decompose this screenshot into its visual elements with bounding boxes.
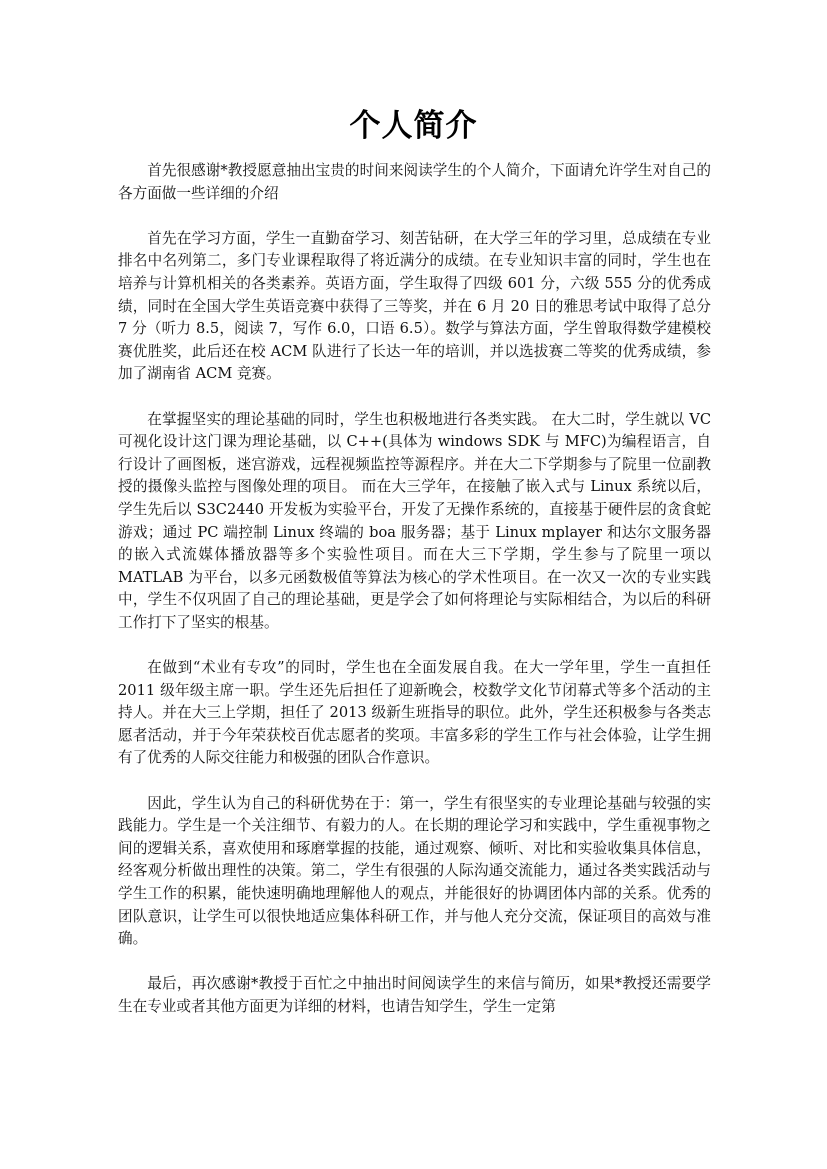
document-body	[118, 160, 711, 1041]
paragraph-practice: 在掌握坚实的理论基础的同时，学生也积极地进行各类实践。 在大二时，学生就以 VC 可视化设计这门课为理论基础，以 C++(具体为 windows SDK 与 MFC)为编程语言，自行设计了画图板，迷宫游戏，远程视频监控等源程序。并在大二下学期参与了院里一位副教授的摄像头监控与图像处理的项目。 而在大三学年，在接触了嵌入式与 Linux 系统以后，学生先后以 S3C2440 开发板为实验平台，开发了无操作系统的，直接基于硬件层的贪食蛇游戏；通过 PC 端控制 Linux 终端的 boa 服务器；基于 Linux mplayer 和达尔文服务器的嵌入式流媒体播放器等多个实验性项目。而在大三下学期，学生参与了院里一项以 MATLAB 为平台，以多元函数极值等算法为核心的学术性项目。在一次又一次的专业实践中，学生不仅巩固了自己的理论基础，更是学会了如何将理论与实际相结合，为以后的科研工作打下了坚实的根基。	[118, 410, 711, 631]
paragraph-academics: 首先在学习方面，学生一直勤奋学习、刻苦钻研，在大学三年的学习里，总成绩在专业排名中名列第二，多门专业课程取得了将近满分的成绩。在专业知识丰富的同时，学生也在培养与计算机相关的各类素养。英语方面，学生取得了四级 601 分，六级 555 分的优秀成绩，同时在全国大学生英语竞赛中获得了三等奖，并在 6 月 20 日的雅思考试中取得了总分 7 分（听力 8.5，阅读 7，写作 6.0，口语 6.5）。数学与算法方面，学生曾取得数学建模校赛优胜奖，此后还在校 ACM 队进行了长达一年的培训，并以选拔赛二等奖的优秀成绩，参加了湖南省 ACM 竞赛。	[118, 229, 711, 383]
paragraph-strengths: 因此，学生认为自己的科研优势在于：第一，学生有很坚实的专业理论基础与较强的实践能力。学生是一个关注细节、有毅力的人。在长期的理论学习和实践中，学生重视事物之间的逻辑关系，喜欢使用和琢磨掌握的技能，通过观察、倾听、对比和实验收集具体信息，经客观分析做出理性的决策。第二，学生有很强的人际沟通交流能力，通过各类实践活动与学生工作的积累，能快速明确地理解他人的观点，并能很好的协调团体内部的关系。优秀的团队意识，让学生可以很快地适应集体科研工作，并与他人充分交流，保证项目的高效与准确。	[118, 794, 711, 948]
paragraph-development: 在做到“术业有专攻”的同时，学生也在全面发展自我。在大一学年里，学生一直担任 2011 级年级主席一职。学生还先后担任了迎新晚会，校数学文化节闭幕式等多个活动的主持人。并在大三上学期，担任了 2013 级新生班指导的职位。此外，学生还积极参与各类志愿者活动，并于今年荣获校百优志愿者的奖项。丰富多彩的学生工作与社会体验，让学生拥有了优秀的人际交往能力和极强的团队合作意识。	[118, 659, 711, 767]
page-title: 个人简介	[349, 108, 478, 144]
paragraph-intro: 首先很感谢*教授愿意抽出宝贵的时间来阅读学生的个人简介，下面请允许学生对自己的各方面做一些详细的介绍	[118, 162, 711, 202]
paragraph-closing: 最后，再次感谢*教授于百忙之中抽出时间阅读学生的来信与简历，如果*教授还需要学生在专业或者其他方面更为详细的材料，也请告知学生，学生一定第	[118, 975, 711, 1015]
